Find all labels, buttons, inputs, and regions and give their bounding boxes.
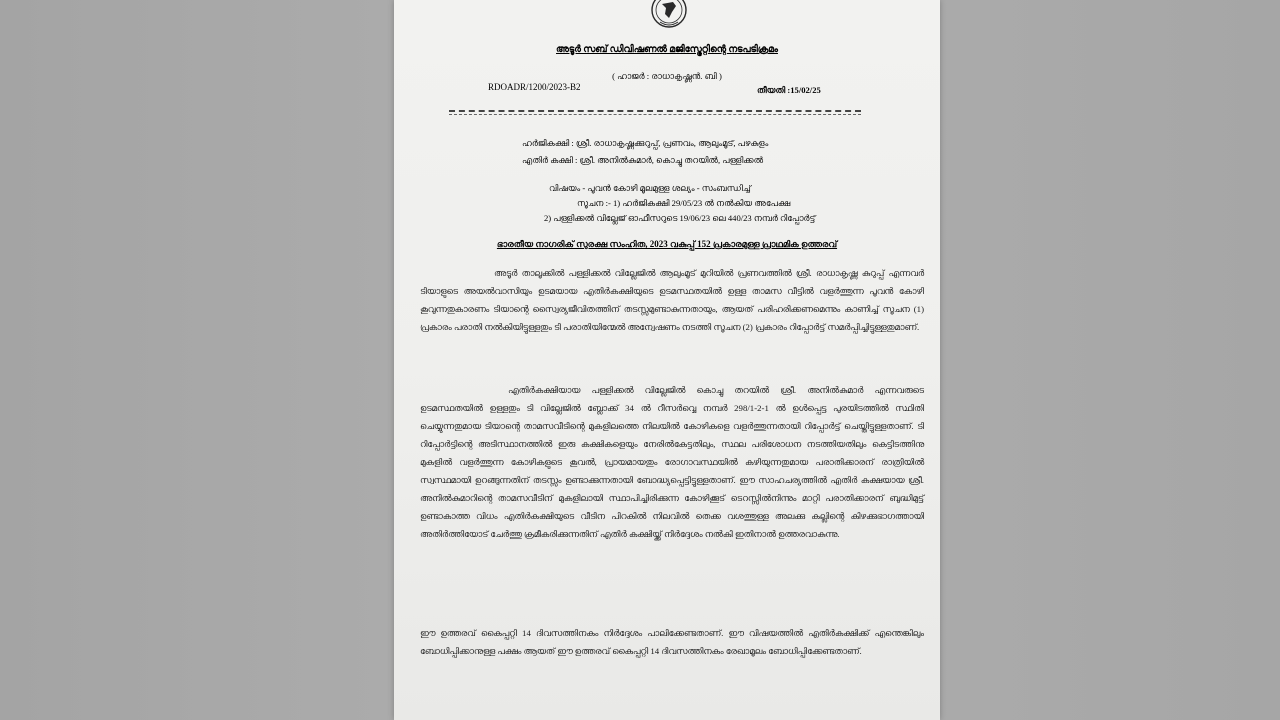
paragraph-1: അടൂർ താലൂക്കിൽ പള്ളിക്കൽ വില്ലേജിൽ ആലുംമൂട് മുറിയിൽ പ്രണവത്തിൽ ശ്രീ. രാധാകൃഷ്ണ കുറുപ്പ് എന്നവർ ടിയാളുടെ അയൽവാസിയും ഉടമയായ എതിർകക്ഷിയുടെ ഉടമസ്ഥതയിൽ ഉള്ള താമസ വീട്ടിൽ വളർത്തുന്ന പൂവൻ കോഴി കൂവുന്നതുകാരണം ടിയാന്റെ സ്വൈര്യജീവിതത്തിന് തടസ്സമുണ്ടാകുന്നതായും, ആയത് പരിഹരിക്കണമെന്നും കാണിച്ച് സൂചന (1) പ്രകാരം പരാതി നൽകിയിട്ടുള്ളതും ടി പരാതിയിന്മേൽ അന്വേഷണം നടത്തി സൂചന (2) പ്രകാരം റിപ്പോർട്ട് സമർപ്പിച്ചിട്ടുള്ളതുമാണ്. bbox=[420, 268, 924, 332]
office-title: അടൂർ സബ് ഡിവിഷണൽ മജിസ്ട്രേറ്റിന്റെ നടപടിക്രമം bbox=[556, 45, 778, 55]
document-page bbox=[394, 0, 940, 720]
subject-line: വിഷയം - പൂവൻ കോഴി മൂലമുള്ള ശല്യം - സംബന്ധിച്ച് bbox=[549, 183, 751, 193]
paragraph-2: എതിർകക്ഷിയായ പള്ളിക്കൽ വില്ലേജിൽ കൊച്ചു തറയിൽ ശ്രീ. അനിൽകുമാർ എന്നവരുടെ ഉടമസ്ഥതയിൽ ഉള്ളതും ടി വില്ലേജിൽ ബ്ലോക്ക് 34 ൽ റീസർവ്വെ നമ്പർ 298/1-2-1 ൽ ഉൾപ്പെട്ട പുരയിടത്തിൽ സ്ഥിതി ചെയ്യുന്നതുമായ ടിയാന്റെ താമസവീടിന്റെ മുകളിലത്തെ നിലയിൽ കോഴികളെ വളർത്തുന്നതായി റിപ്പോർട്ട് ചെയ്തിട്ടുള്ളതാണ്. ടി റിപ്പോർട്ടിന്റെ അടിസ്ഥാനത്തിൽ ഇരു കക്ഷികളെയും നേരിൽകേട്ടതിലും, സ്ഥല പരിശോധന നടത്തിയതിലും കെട്ടിടത്തിനു മുകളിൽ വളർത്തുന്ന കോഴികളുടെ കൂവൽ, പ്രായമായതും രോഗാവസ്ഥയിൽ കഴിയുന്നതുമായ പരാതിക്കാരന് രാത്രിയിൽ സ്വസ്ഥമായി ഉറങ്ങുന്നതിന് തടസ്സം ഉണ്ടാക്കുന്നതായി ബോദ്ധ്യപ്പെട്ടിട്ടുള്ളതാണ്. ഈ സാഹചര്യത്തിൽ എതിർ കക്ഷയായ ശ്രീ. അനിൽകുമാറിന്റെ താമസവീടിന് മുകളിലായി സ്ഥാപിച്ചിരിക്കുന്ന കോഴിക്കൂട് ടെറസ്സിൽനിന്നും മാറ്റി പരാതിക്കാരന് ബുദ്ധിമുട്ട് ഉണ്ടാകാത്ത വിധം എതിർകക്ഷിയുടെ വീടിന പിറകിൽ നിലവിൽ തെക്ക വശത്തുള്ള അലക്കു കല്ലിന്റെ കിഴക്കുഭാഗത്തായി അതിർത്തിയോട് ചേർത്തു ക്രമീകരിക്കുന്നതിന് എതിർ കക്ഷിയ്ക്ക് നിർദ്ദേശം നൽകി ഇതിനാൽ ഉത്തരവാകുന്നു. bbox=[420, 385, 924, 539]
header-divider-secondary bbox=[449, 114, 861, 115]
respondent-line: എതിർ കക്ഷി : ശ്രീ. അനിൽകുമാർ, കൊച്ചു തറയിൽ, പള്ളിക്കൽ bbox=[522, 155, 764, 165]
state-emblem-icon bbox=[646, 0, 692, 30]
header-divider bbox=[449, 110, 861, 112]
reference-1: സൂചന :- 1) ഹർജികക്ഷി 29/05/23 ൽ നൽകിയ അപേക്ഷ bbox=[577, 198, 791, 208]
reference-2: 2) പള്ളിക്കൽ വില്ലേജ് ഓഫീസറുടെ 19/06/23 ലെ 440/23 നമ്പർ റിപ്പോർട്ട് bbox=[544, 213, 816, 223]
petitioner-line: ഹർജികക്ഷി : ശ്രീ. രാധാകൃഷ്ണക്കുറുപ്പ്, പ്രണവം, ആലുംമൂട്, പഴകുളം bbox=[522, 138, 769, 148]
order-date: തീയതി :15/02/25 bbox=[757, 85, 821, 95]
presiding-officer: ( ഹാജർ : രാധാകൃഷ്ണൻ. ബി ) bbox=[612, 71, 722, 81]
order-title: ഭാരതീയ നാഗരിക് സുരക്ഷ സംഹിത, 2023 വകുപ്പ് 152 പ്രകാരമുള്ള പ്രാഥമിക ഉത്തരവ് bbox=[496, 239, 838, 249]
paragraph-3: ഈ ഉത്തരവ് കൈപ്പറ്റി 14 ദിവസത്തിനകം നിർദ്ദേശം പാലിക്കേണ്ടതാണ്. ഈ വിഷയത്തിൽ എതിർകക്ഷിക്ക് എന്തെങ്കിലും ബോധിപ്പിക്കാനുള്ള പക്ഷം ആയത് ഈ ഉത്തരവ് കൈപ്പറ്റി 14 ദിവസത്തിനകം രേഖാമൂലം ബോധിപ്പിക്കേണ്ടതാണ്. bbox=[420, 628, 924, 656]
file-number: RDOADR/1200/2023-B2 bbox=[488, 82, 581, 92]
